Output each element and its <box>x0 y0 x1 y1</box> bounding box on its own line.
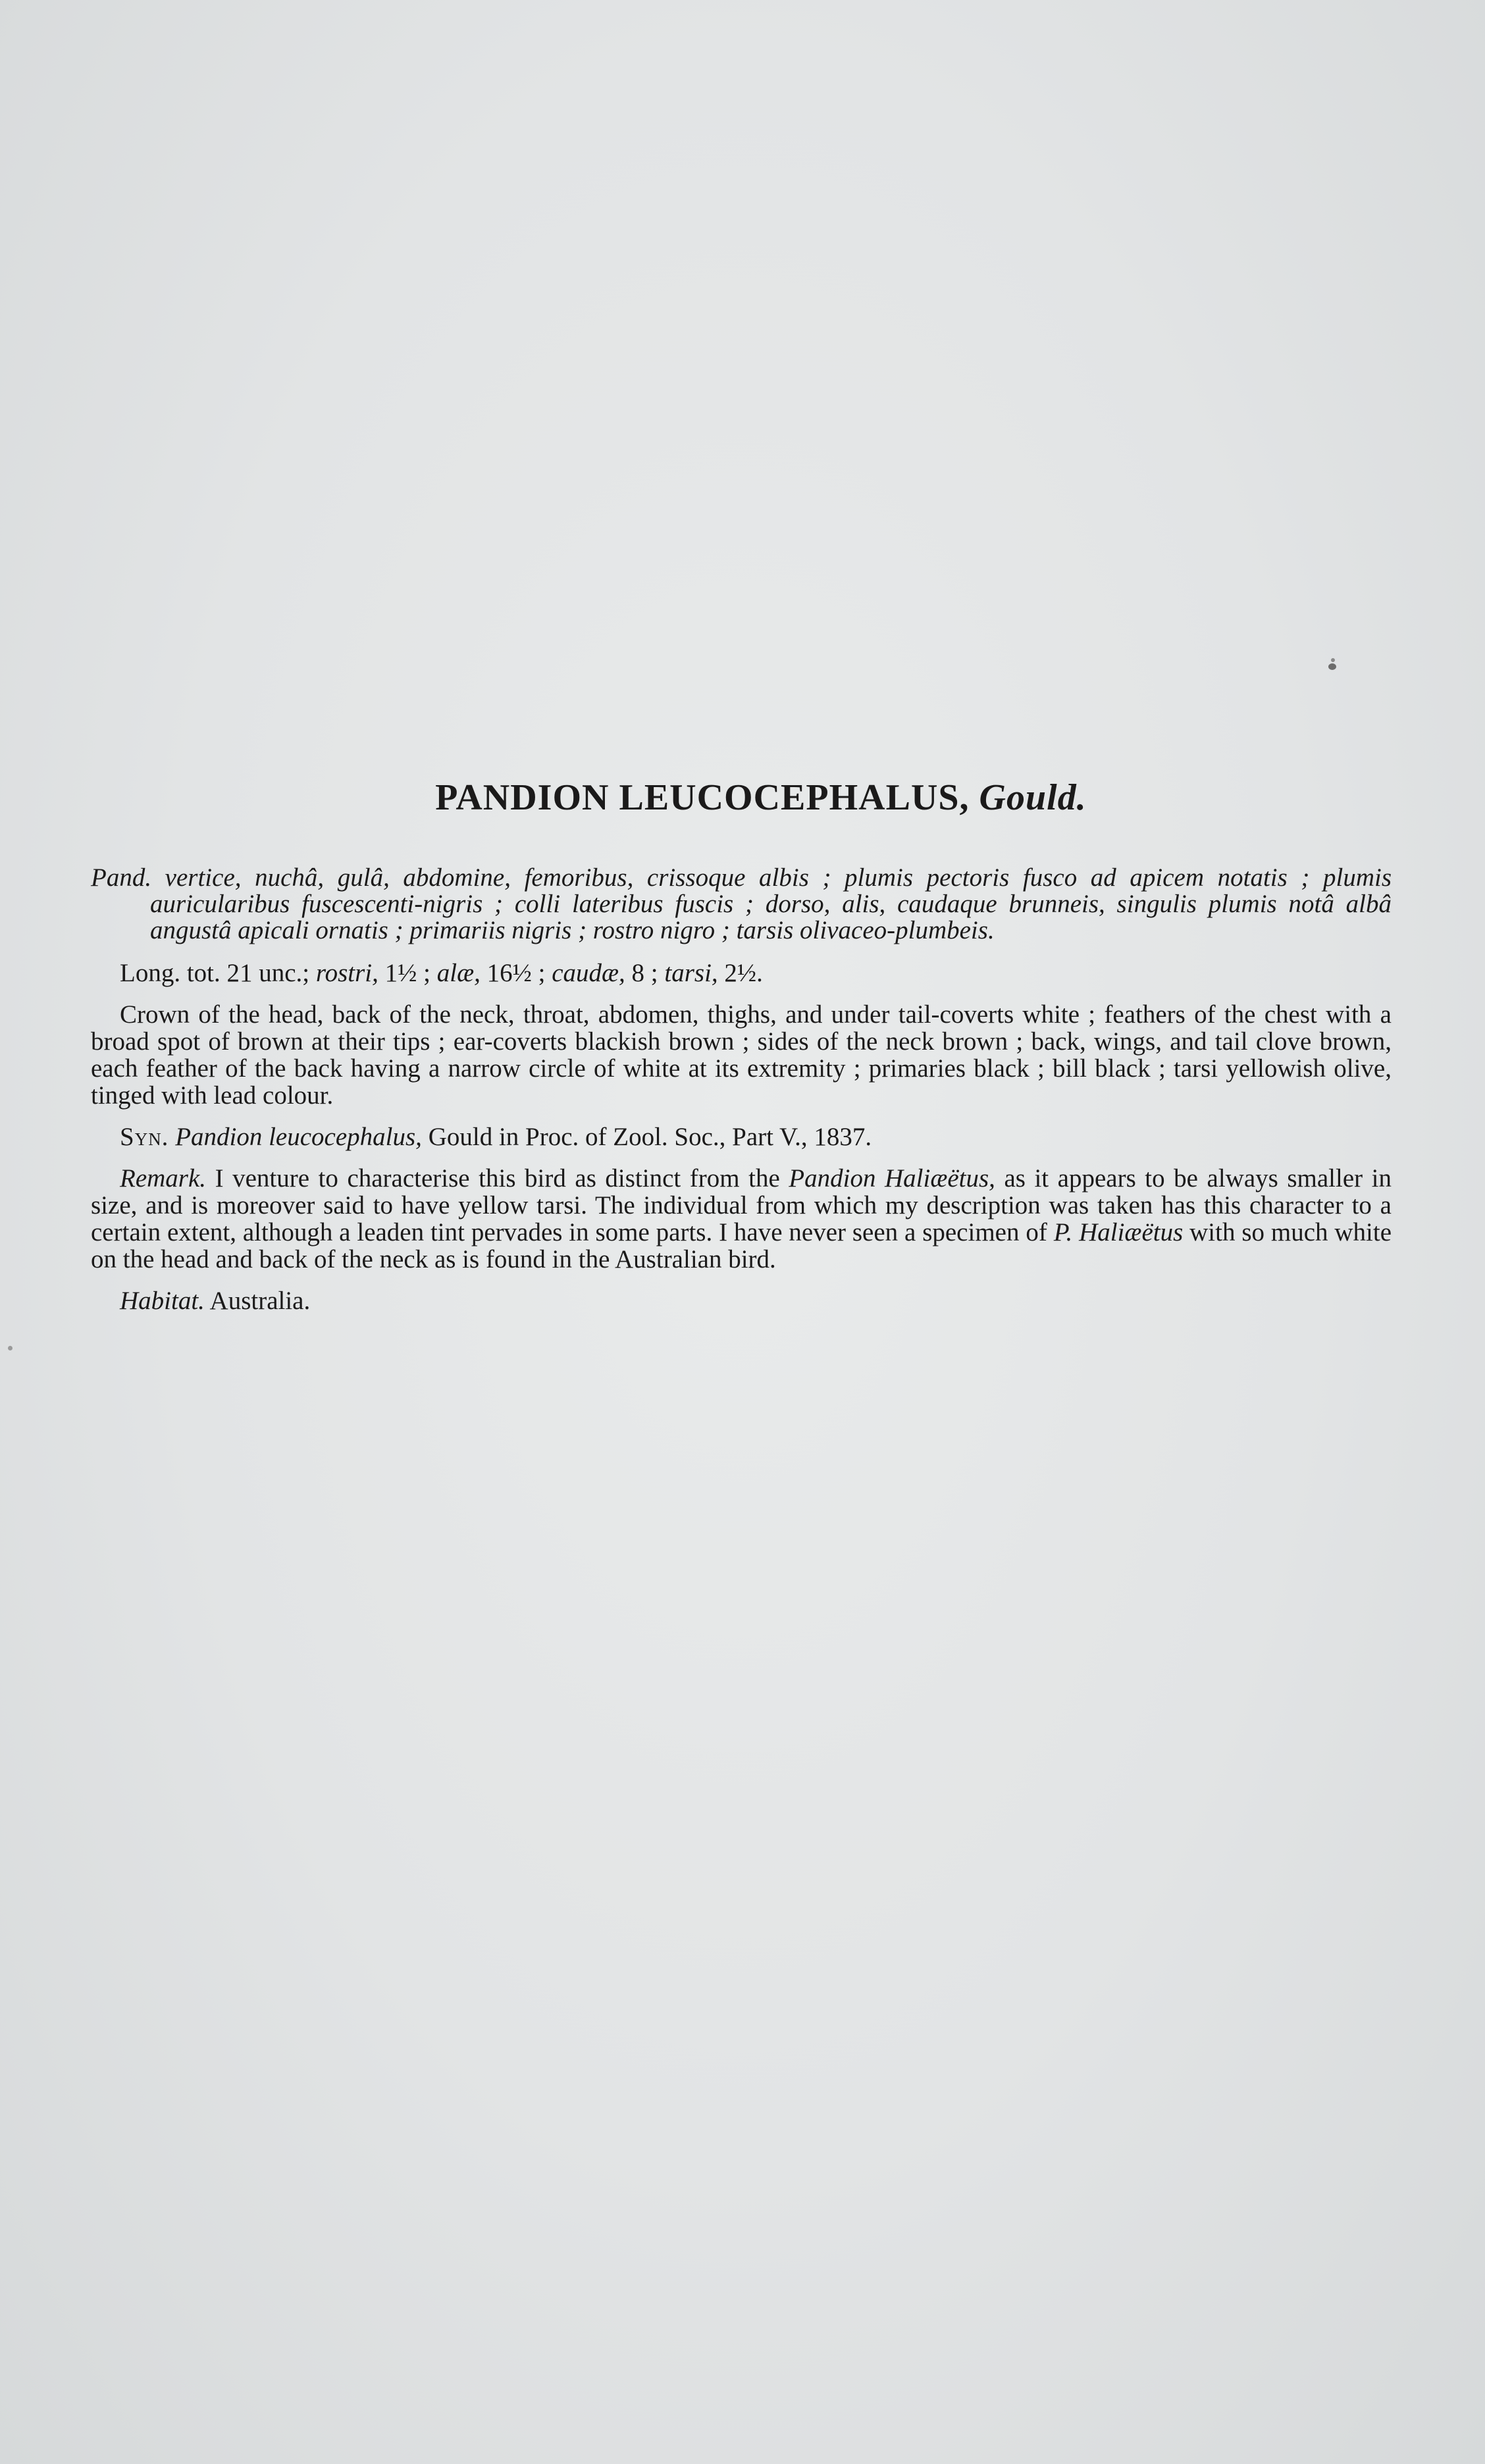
title-species: PANDION LEUCOCEPHALUS, <box>435 777 970 818</box>
synonym-label: Syn. <box>120 1123 169 1151</box>
title-author: Gould. <box>979 777 1087 818</box>
latin-description: Pand. vertice, nuchâ, gulâ, abdomine, femoribus, crissoque albis ; plumis pectoris fusco ad apicem notatis ; plumis auricularibus fuscescenti-nigris ; colli lateribus fuscis ; dorso, alis, caudaque brunneis, singulis plumis notâ albâ angustâ apicali ornatis ; primariis nigris ; rostro nigro ; tarsis olivaceo-plumbeis. <box>91 863 1392 944</box>
measure-alae-label: alæ, <box>436 959 481 987</box>
habitat <box>91 1287 1392 1314</box>
synonym <box>91 1123 1392 1150</box>
measure-caudae-label: caudæ, <box>552 959 625 987</box>
remark-species-1: Pandion Haliæëtus, <box>789 1164 995 1193</box>
remark-label: Remark. <box>120 1164 207 1193</box>
synonym-name: Pandion leucocephalus, <box>175 1123 422 1151</box>
remark-species-2: P. Haliæëtus <box>1053 1218 1184 1246</box>
paper-speck <box>8 1346 13 1350</box>
habitat-value: Australia. <box>209 1287 311 1315</box>
measure-tarsi-value: 2½. <box>724 959 763 987</box>
remark-text-3: with so much white on the head and back of the neck as is found in the Australian bird. <box>91 1218 1392 1273</box>
remark <box>91 1165 1392 1273</box>
english-description: Crown of the head, back of the neck, throat, abdomen, thighs, and under tail-coverts white ; feathers of the chest with a broad spot of brown at their tips ; ear-coverts blackish brown ; sides of the neck brown ; back, wings, and tail clove brown, each feather of the back having a narrow circle of white at its extremity ; primaries black ; bill black ; tarsi yellowish olive, tinged with lead colour. <box>91 1000 1392 1110</box>
paper-speck <box>1328 663 1336 670</box>
measure-rostri-label: rostri, <box>315 959 378 987</box>
page-title <box>91 777 1392 819</box>
measure-rostri-value: 1½ ; <box>384 959 430 987</box>
measure-caudae-value: 8 ; <box>631 959 658 987</box>
habitat-label: Habitat. <box>120 1287 205 1315</box>
measure-alae-value: 16½ ; <box>486 959 546 987</box>
paper-speck <box>1331 658 1335 662</box>
text-block <box>91 777 1392 1329</box>
measurements <box>91 960 1392 987</box>
measure-tarsi-label: tarsi, <box>664 959 718 987</box>
remark-text-1: I venture to characterise this bird as distinct from the <box>215 1164 780 1193</box>
remark-text-2: as it appears to be always smaller in size, and is moreover said to have yellow tarsi. The individual from which my description was taken has this character to a certain extent, although a leaden tint pervades in some parts. I have never seen a specimen of <box>91 1164 1392 1246</box>
measure-lead: Long. tot. 21 unc.; <box>120 959 310 987</box>
synonym-reference: Gould in Proc. of Zool. Soc., Part V., 1837. <box>428 1123 872 1151</box>
